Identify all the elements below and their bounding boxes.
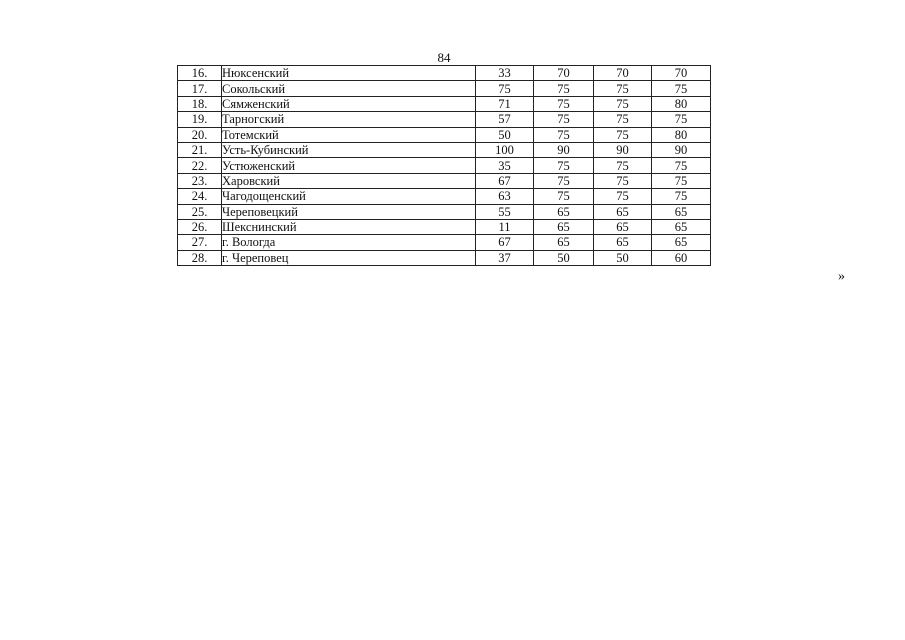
table-row xyxy=(178,66,711,81)
page-number: 84 xyxy=(437,50,451,65)
district-name-cell: Харовский xyxy=(222,173,476,188)
row-number-cell: 23. xyxy=(178,173,222,188)
district-name-cell: Череповецкий xyxy=(222,204,476,219)
value-cell-1: 75 xyxy=(476,81,534,96)
value-cell-1: 35 xyxy=(476,158,534,173)
value-cell-4: 80 xyxy=(652,96,711,111)
table-row xyxy=(178,81,711,96)
value-cell-1: 63 xyxy=(476,189,534,204)
district-name-cell: Шекснинский xyxy=(222,219,476,234)
value-cell-3: 65 xyxy=(594,235,652,250)
value-cell-2: 75 xyxy=(534,189,594,204)
value-cell-3: 75 xyxy=(594,112,652,127)
value-cell-1: 100 xyxy=(476,142,534,157)
table-row xyxy=(178,219,711,234)
value-cell-3: 65 xyxy=(594,204,652,219)
value-cell-4: 65 xyxy=(652,204,711,219)
row-number-cell: 28. xyxy=(178,250,222,265)
table-row xyxy=(178,112,711,127)
district-name-cell: Тарногский xyxy=(222,112,476,127)
row-number-cell: 20. xyxy=(178,127,222,142)
row-number-cell: 22. xyxy=(178,158,222,173)
table-row xyxy=(178,204,711,219)
district-name-cell: г. Вологда xyxy=(222,235,476,250)
value-cell-2: 75 xyxy=(534,158,594,173)
table-row xyxy=(178,158,711,173)
value-cell-2: 90 xyxy=(534,142,594,157)
value-cell-2: 65 xyxy=(534,204,594,219)
district-name-cell: Нюксенский xyxy=(222,66,476,81)
value-cell-2: 50 xyxy=(534,250,594,265)
closing-quote-mark: » xyxy=(838,269,845,284)
value-cell-2: 65 xyxy=(534,219,594,234)
value-cell-2: 70 xyxy=(534,66,594,81)
value-cell-3: 75 xyxy=(594,173,652,188)
district-name-cell: Чагодощенский xyxy=(222,189,476,204)
table-row xyxy=(178,142,711,157)
value-cell-3: 75 xyxy=(594,127,652,142)
table-row xyxy=(178,173,711,188)
district-name-cell: Сокольский xyxy=(222,81,476,96)
value-cell-3: 75 xyxy=(594,189,652,204)
value-cell-4: 65 xyxy=(652,235,711,250)
value-cell-3: 65 xyxy=(594,219,652,234)
row-number-cell: 18. xyxy=(178,96,222,111)
table-row xyxy=(178,127,711,142)
value-cell-2: 65 xyxy=(534,235,594,250)
value-cell-4: 80 xyxy=(652,127,711,142)
value-cell-1: 67 xyxy=(476,235,534,250)
value-cell-4: 75 xyxy=(652,81,711,96)
value-cell-1: 67 xyxy=(476,173,534,188)
district-name-cell: Тотемский xyxy=(222,127,476,142)
row-number-cell: 16. xyxy=(178,66,222,81)
value-cell-1: 57 xyxy=(476,112,534,127)
row-number-cell: 21. xyxy=(178,142,222,157)
value-cell-4: 75 xyxy=(652,189,711,204)
value-cell-3: 90 xyxy=(594,142,652,157)
value-cell-1: 71 xyxy=(476,96,534,111)
row-number-cell: 17. xyxy=(178,81,222,96)
table-row xyxy=(178,250,711,265)
value-cell-2: 75 xyxy=(534,96,594,111)
value-cell-1: 55 xyxy=(476,204,534,219)
value-cell-3: 70 xyxy=(594,66,652,81)
value-cell-3: 75 xyxy=(594,81,652,96)
value-cell-3: 75 xyxy=(594,96,652,111)
value-cell-2: 75 xyxy=(534,112,594,127)
value-cell-4: 60 xyxy=(652,250,711,265)
row-number-cell: 19. xyxy=(178,112,222,127)
value-cell-1: 11 xyxy=(476,219,534,234)
value-cell-1: 50 xyxy=(476,127,534,142)
district-name-cell: Сямженский xyxy=(222,96,476,111)
value-cell-2: 75 xyxy=(534,127,594,142)
value-cell-3: 50 xyxy=(594,250,652,265)
table-row xyxy=(178,235,711,250)
value-cell-2: 75 xyxy=(534,173,594,188)
table-row xyxy=(178,189,711,204)
value-cell-4: 90 xyxy=(652,142,711,157)
row-number-cell: 25. xyxy=(178,204,222,219)
district-name-cell: Усть-Кубинский xyxy=(222,142,476,157)
table-row xyxy=(178,96,711,111)
table-body xyxy=(178,66,711,266)
value-cell-3: 75 xyxy=(594,158,652,173)
value-cell-4: 75 xyxy=(652,112,711,127)
value-cell-4: 70 xyxy=(652,66,711,81)
row-number-cell: 24. xyxy=(178,189,222,204)
value-cell-4: 75 xyxy=(652,173,711,188)
district-name-cell: г. Череповец xyxy=(222,250,476,265)
value-cell-4: 75 xyxy=(652,158,711,173)
value-cell-1: 33 xyxy=(476,66,534,81)
data-table xyxy=(177,65,711,266)
value-cell-1: 37 xyxy=(476,250,534,265)
row-number-cell: 27. xyxy=(178,235,222,250)
row-number-cell: 26. xyxy=(178,219,222,234)
district-name-cell: Устюженский xyxy=(222,158,476,173)
value-cell-4: 65 xyxy=(652,219,711,234)
value-cell-2: 75 xyxy=(534,81,594,96)
